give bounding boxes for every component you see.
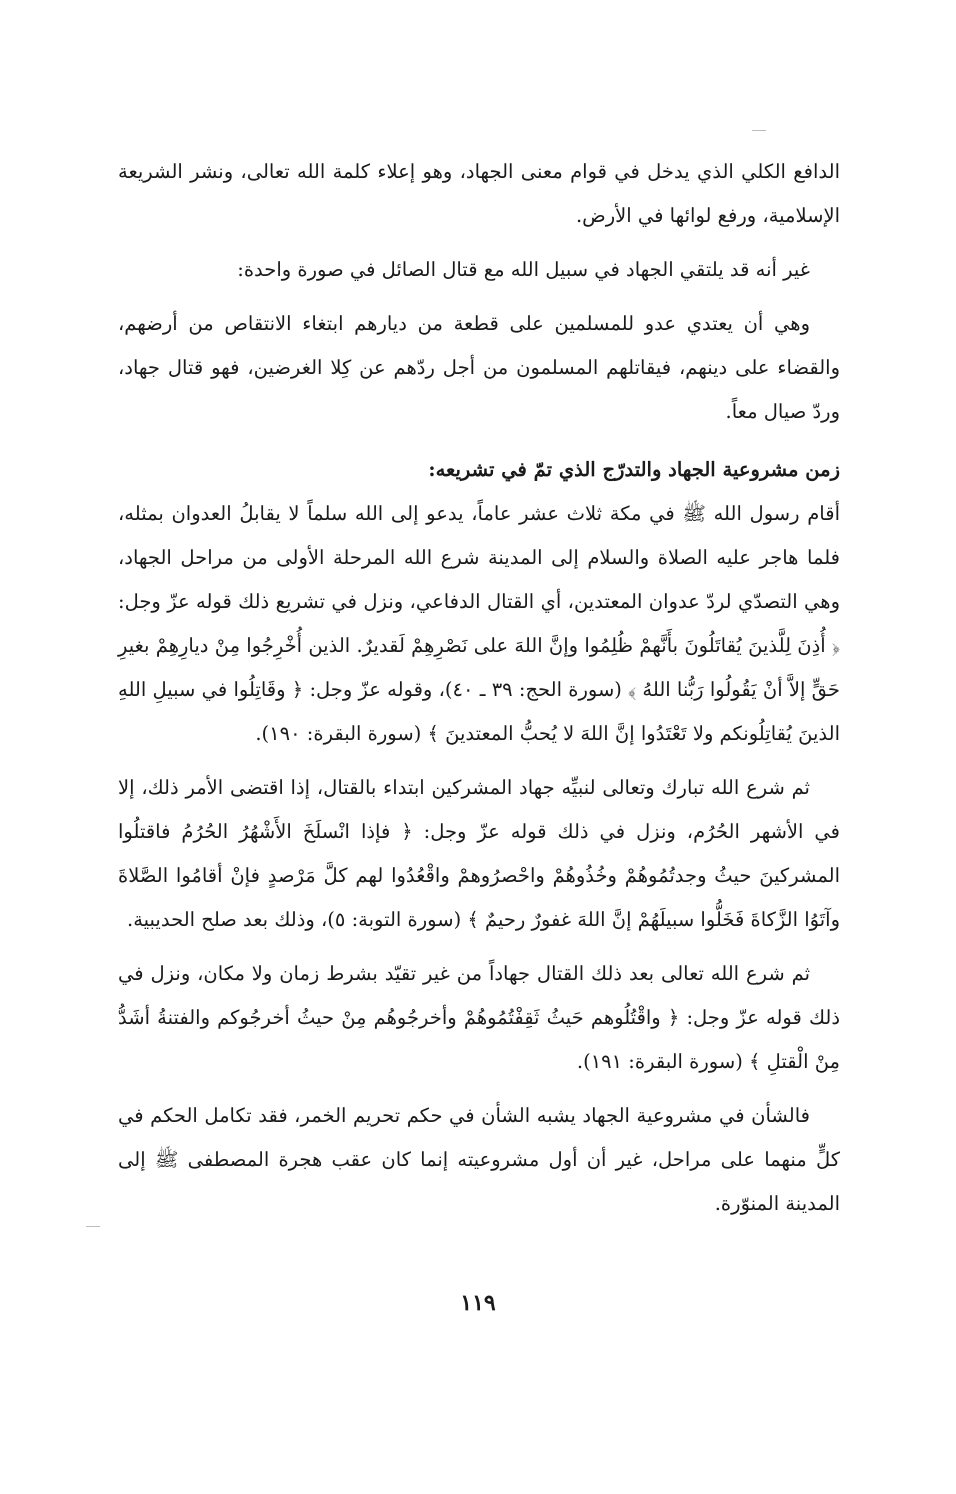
paragraph-jihad-and-defense: غير أنه قد يلتقي الجهاد في سبيل الله مع قتال الصائل في صورة واحدة: xyxy=(237,258,810,281)
scan-mark xyxy=(86,1226,100,1227)
section-heading: زمن مشروعية الجهاد والتدرّج الذي تمّ في تشريعه: xyxy=(428,458,840,481)
paragraph-second-stage: ثم شرع الله تبارك وتعالى لنبيِّه جهاد المشركين ابتداء بالقتال، إذا اقتضى الأمر ذلك، إلا في الأشهر الحُرُم، ونزل في ذلك قوله عزّ وجل: ﴿ فإذا انْسلَخَ الأَشْهُرُ الحُرُمُ فاقتلُوا المشركينَ حيثُ وجدتُمُوهُمْ وخُذُوهُمْ واحْصرُوهمْ واقْعُدُوا لهم كلَّ مَرْصدٍ فإنْ أقامُوا الصَّلاةَ وآتَوُا الزَّكاةَ فَخَلُّوا سبيلَهُمْ إنَّ اللهَ غفورٌ رحيمٌ ﴾ (سورة التوبة: ٥)، وذلك بعد صلح الحديبية. xyxy=(118,776,840,931)
paragraph-first-stage: أقام رسول الله ﷺ في مكة ثلاث عشر عاماً، يدعو إلى الله سلماً لا يقابلُ العدوان بمثله، فلما هاجر عليه الصلاة والسلام إلى المدينة شرع الله المرحلة الأولى من مراحل الجهاد، وهي التصدّي لردّ عدوان المعتدين، أي القتال الدفاعي، ونزل في تشريع ذلك قوله عزّ وجل: ﴿ أُذِنَ لِلَّذينَ يُقاتَلُونَ بأَنَّهمْ ظُلِمُوا وإنَّ اللهَ على نَصْرِهِمْ لَقديرٌ. الذين أُخْرِجُوا مِنْ ديارِهِمْ بغيرِ حَقٍّ إلاَّ أنْ يَقُولُوا رَبُّنا اللهُ ﴾ (سورة الحج: ٣٩ ـ ٤٠)، وقوله عزّ وجل: ﴿ وقَاتِلُوا في سبيلِ اللهِ الذينَ يُقاتِلُونكم ولا تَعْتَدُوا إنَّ اللهَ لا يُحبُّ المعتدينَ ﴾ (سورة البقرة: ١٩٠). xyxy=(118,502,840,745)
paragraph-enemy-aggression: وهي أن يعتدي عدو للمسلمين على قطعة من ديارهم ابتغاء الانتقاص من أرضهم، والقضاء على دينهم، فيقاتلهم المسلمون من أجل ردّهم عن كِلا الغرضين، فهو قتال جهاد، وردّ صيال معاً. xyxy=(118,312,840,423)
paragraph-jihad-motive: الدافع الكلي الذي يدخل في قوام معنى الجهاد، وهو إعلاء كلمة الله تعالى، ونشر الشريعة الإسلامية، ورفع لوائها في الأرض. xyxy=(118,160,840,227)
paragraph-third-stage: ثم شرع الله تعالى بعد ذلك القتال جهاداً من غير تقيّد بشرط زمان ولا مكان، ونزل في ذلك قوله عزّ وجل: ﴿ واقْتُلُوهم حَيثُ ثَقِفْتُمُوهُمْ وأخرجُوهُم مِنْ حيثُ أخرجُوكم والفتنةُ أشَدُّ مِنْ الْقتلِ ﴾ (سورة البقرة: ١٩١). xyxy=(118,962,840,1073)
scan-mark xyxy=(752,130,766,131)
page-number: ١١٩ xyxy=(460,1290,496,1316)
page-body xyxy=(118,150,840,1226)
paragraph-conclusion: فالشأن في مشروعية الجهاد يشبه الشأن في حكم تحريم الخمر، فقد تكامل الحكم في كلٍّ منهما على مراحل، غير أن أول مشروعيته إنما كان عقب هجرة المصطفى ﷺ إلى المدينة المنوّرة. xyxy=(118,1104,840,1215)
